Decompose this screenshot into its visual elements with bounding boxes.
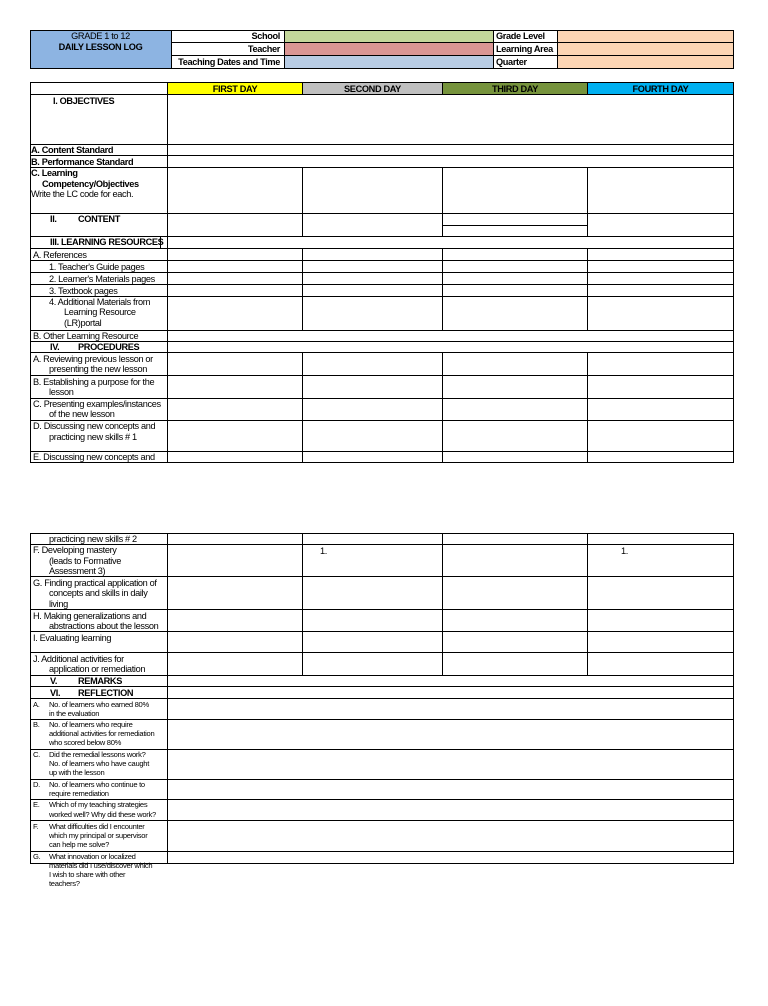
content-label: CONTENT xyxy=(78,214,120,224)
reflection-c-line2: No. of learners who have caught xyxy=(49,759,150,768)
reflection-d-letter: D. xyxy=(33,780,40,789)
school-label: School xyxy=(251,31,280,41)
proc-e-line1: E. Discussing new concepts and xyxy=(33,452,155,462)
reflection-num: VI. xyxy=(50,688,61,698)
title-line1: GRADE 1 to 12 xyxy=(71,31,130,41)
reflection-b-line1: No. of learners who require xyxy=(49,720,133,729)
reflection-f-letter: F. xyxy=(33,822,39,831)
reflection-e-line2: worked well? Why did these work? xyxy=(49,810,156,819)
dates-label: Teaching Dates and Time xyxy=(178,57,280,67)
reflection-f-line3: can help me solve? xyxy=(49,840,110,849)
learning-resources-label: III. LEARNING RESOURCES xyxy=(50,237,164,247)
proc-d-line1: D. Discussing new concepts and xyxy=(33,421,156,431)
proc-c-line1: C. Presenting examples/instances xyxy=(33,399,161,409)
reflection-g-letter: G. xyxy=(33,852,41,861)
reflection-b-line2: additional activities for remediation xyxy=(49,729,155,738)
add-mat-line2: Learning Resource xyxy=(64,307,136,317)
reflection-g-line4: teachers? xyxy=(49,879,80,888)
reflection-a-letter: A. xyxy=(33,700,40,709)
reflection-e-letter: E. xyxy=(33,800,40,809)
add-mat-line1: 4. Additional Materials from xyxy=(49,297,151,307)
proc-h-line2: abstractions about the lesson xyxy=(49,621,159,631)
reflection-f-line2: which my principal or supervisor xyxy=(49,831,148,840)
third-day-label: THIRD DAY xyxy=(491,84,539,94)
other-lr-label: B. Other Learning Resource xyxy=(33,331,139,341)
f-mark-fourth-day: 1. xyxy=(621,546,628,556)
proc-g-line2: concepts and skills in daily xyxy=(49,588,148,598)
proc-a-line1: A. Reviewing previous lesson or xyxy=(33,354,153,364)
teacher-label: Teacher xyxy=(247,44,280,54)
learning-area-label: Learning Area xyxy=(496,44,553,54)
procedures-num: IV. xyxy=(50,342,60,352)
proc-b-line2: lesson xyxy=(49,387,74,397)
grade-level-label: Grade Level xyxy=(496,31,545,41)
proc-c-line2: of the new lesson xyxy=(49,409,115,419)
second-day-label: SECOND DAY xyxy=(344,84,401,94)
lc-line1: C. Learning xyxy=(31,168,78,178)
reflection-c-line1: Did the remedial lessons work? xyxy=(49,750,146,759)
proc-i-label: I. Evaluating learning xyxy=(33,633,112,643)
reflection-g-line1: What innovation or localized xyxy=(49,852,136,861)
title-line2: DAILY LESSON LOG xyxy=(58,42,143,52)
first-day-label: FIRST DAY xyxy=(212,84,258,94)
reflection-g-line2: materials did I use/discover which xyxy=(49,861,153,870)
references-label: A. References xyxy=(33,250,87,260)
f-mark-second-day: 1. xyxy=(320,546,327,556)
lc-line3: Write the LC code for each. xyxy=(31,189,134,199)
lm-pages-label: 2. Learner's Materials pages xyxy=(49,274,155,284)
quarter-label: Quarter xyxy=(496,57,527,67)
reflection-b-line3: who scored below 80% xyxy=(49,738,122,747)
content-num: II. xyxy=(50,214,57,224)
reflection-c-line3: up with the lesson xyxy=(49,768,105,777)
remarks-num: V. xyxy=(50,676,58,686)
reflection-g-line3: I wish to share with other xyxy=(49,870,126,879)
remarks-label: REMARKS xyxy=(78,676,122,686)
proc-g-line1: G. Finding practical application of xyxy=(33,578,157,588)
textbook-pages-label: 3. Textbook pages xyxy=(49,286,118,296)
tg-pages-label: 1. Teacher's Guide pages xyxy=(49,262,145,272)
procedures-label: PROCEDURES xyxy=(78,342,140,352)
proc-g-line3: living xyxy=(49,599,68,609)
content-standard-label: A. Content Standard xyxy=(31,145,114,155)
proc-e-line2: practicing new skills # 2 xyxy=(49,534,137,544)
reflection-d-line1: No. of learners who continue to xyxy=(49,780,145,789)
fourth-day-label: FOURTH DAY xyxy=(632,84,689,94)
proc-a-line2: presenting the new lesson xyxy=(49,364,147,374)
proc-h-line1: H. Making generalizations and xyxy=(33,611,147,621)
reflection-f-line1: What difficulties did I encounter xyxy=(49,822,145,831)
reflection-label: REFLECTION xyxy=(78,688,134,698)
reflection-a-line1: No. of learners who earned 80% xyxy=(49,700,149,709)
objectives-label: I. OBJECTIVES xyxy=(53,96,115,106)
lc-line2: Competency/Objectives xyxy=(42,179,139,189)
reflection-a-line2: in the evaluation xyxy=(49,709,100,718)
reflection-d-line2: require remediation xyxy=(49,789,109,798)
reflection-b-letter: B. xyxy=(33,720,40,729)
proc-f-line3: Assessment 3) xyxy=(49,566,106,576)
add-mat-line3: (LR)portal xyxy=(64,318,102,328)
proc-d-line2: practicing new skills # 1 xyxy=(49,432,137,442)
proc-j-line1: J. Additional activities for xyxy=(33,654,124,664)
proc-f-line1: F. Developing mastery xyxy=(33,545,117,555)
proc-b-line1: B. Establishing a purpose for the xyxy=(33,377,155,387)
proc-f-line2: (leads to Formative xyxy=(49,556,121,566)
performance-standard-label: B. Performance Standard xyxy=(31,157,134,167)
reflection-e-line1: Which of my teaching strategies xyxy=(49,800,148,809)
proc-j-line2: application or remediation xyxy=(49,664,146,674)
reflection-c-letter: C. xyxy=(33,750,40,759)
